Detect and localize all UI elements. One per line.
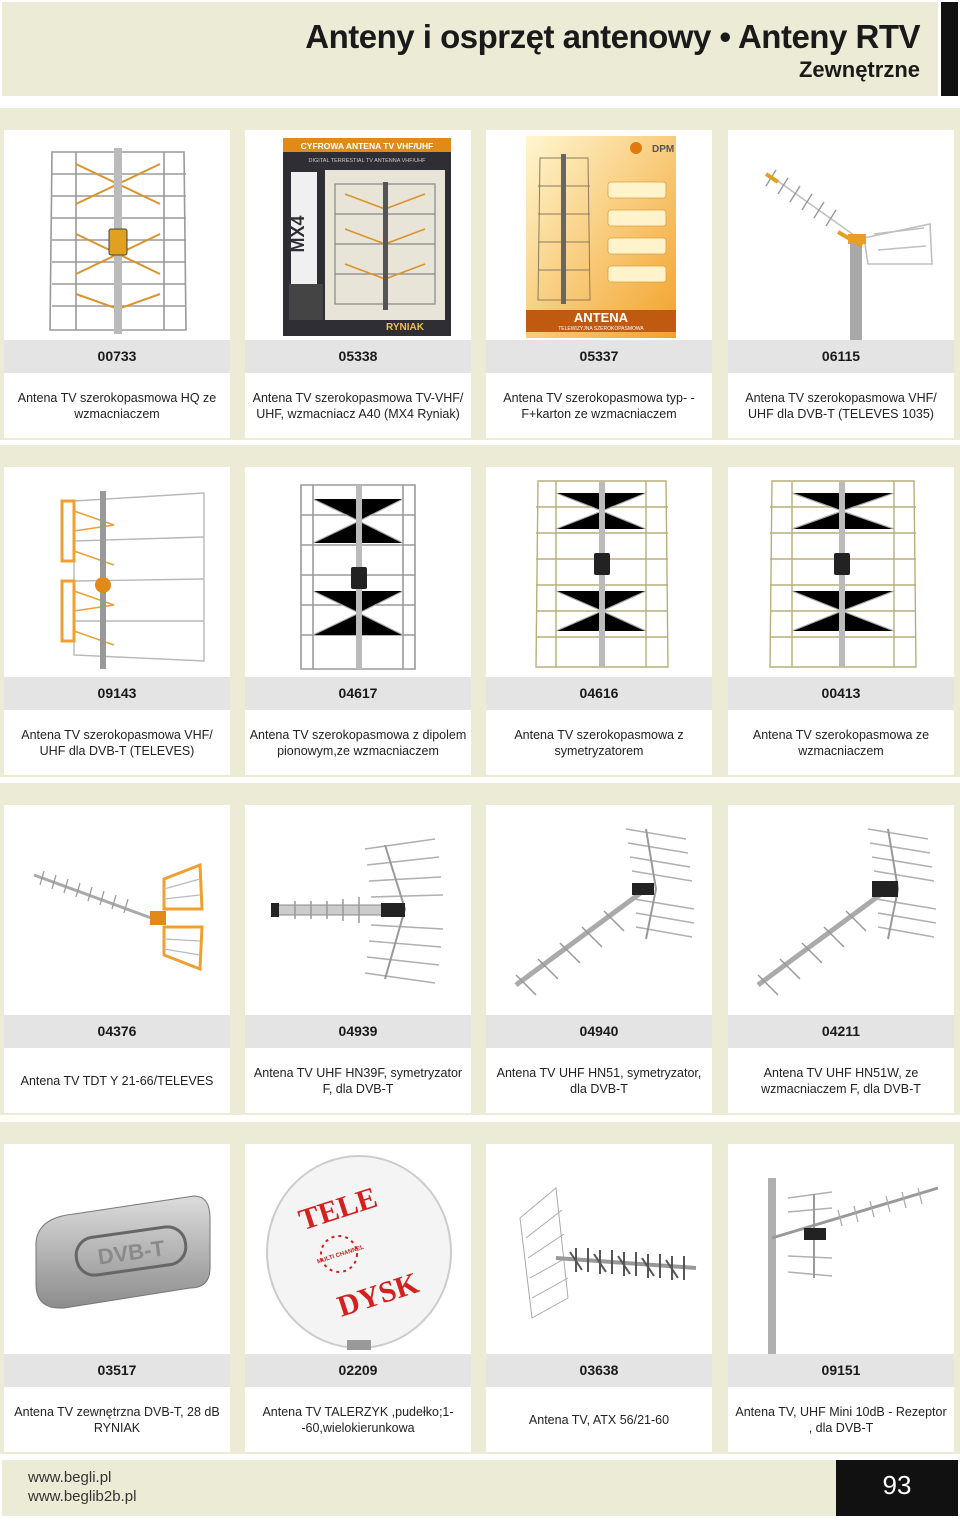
box-model-text: MX4 [288,215,308,253]
product-card[interactable] [2,783,232,1115]
box-title-text: ANTENA [573,310,629,325]
product-card[interactable] [726,445,956,777]
page-subtitle: Zewnętrzne [798,57,920,82]
product-description: Antena TV szerokopasmowa HQ ze wzmacniaczem [17,390,217,421]
yagi-antenna-icon [255,809,461,1015]
product-description: Antena TV szerokopasmowa ze wzmacniaczem [752,727,930,758]
product-description: Antena TV szerokopasmowa VHF/ UHF dla DVB-T (TELEVES) [21,727,213,758]
yagi-mast-antenna-icon [738,134,944,340]
product-card[interactable] [726,1122,956,1454]
product-description: Antena TV szerokopasmowa z symetryzatorem [514,727,684,758]
product-description: Antena TV szerokopasmowa VHF/ UHF dla DVB-T (TELEVES 1035) [745,390,937,421]
b2b-website-link[interactable]: www.beglib2b.pl [28,1488,137,1505]
header-accent-bar [941,2,958,96]
yagi-long-antenna-icon [496,809,702,1015]
product-card[interactable] [243,783,473,1115]
disc-text-top: TELE [294,1180,382,1238]
product-card[interactable] [2,1122,232,1454]
product-description: Antena TV, UHF Mini 10dB - Rezeptor , dla DVB-T [735,1404,947,1435]
orange-grid-antenna-icon [14,471,220,677]
panel-antenna-icon [738,471,944,677]
product-card[interactable] [243,1122,473,1454]
product-code: 00413 [728,677,954,710]
product-row [0,108,960,440]
product-code: 06115 [728,340,954,373]
product-description: Antena TV UHF HN39F, symetryzator F, dla DVB-T [253,1065,463,1096]
product-row [0,445,960,777]
product-card[interactable] [484,445,714,777]
product-card[interactable] [2,445,232,777]
product-card[interactable] [484,1122,714,1454]
product-code: 03517 [4,1354,230,1387]
product-code: 02209 [245,1354,471,1387]
product-card[interactable] [726,783,956,1115]
product-code: 04617 [245,677,471,710]
antenna-box-icon [496,134,702,340]
product-code: 05337 [486,340,712,373]
product-card[interactable] [243,108,473,440]
box-brand-text: RYNIAK [386,322,424,333]
box-title-text: CYFROWA ANTENA TV VHF/UHF [300,141,434,151]
panel-antenna-icon [496,471,702,677]
product-description: Antena TV TALERZYK ,pudełko;1- -60,wielokierunkowa [262,1404,454,1435]
product-code: 04211 [728,1015,954,1048]
product-row [0,783,960,1115]
product-description: Antena TV UHF HN51, symetryzator, dla DVB-T [496,1065,702,1096]
product-code: 00733 [4,340,230,373]
product-card[interactable] [484,108,714,440]
disc-text-bottom: DYSK [333,1266,423,1324]
website-link[interactable]: www.begli.pl [28,1469,112,1486]
box-brand-text: DPM [652,144,675,155]
page-footer [2,1460,836,1516]
product-code: 04940 [486,1015,712,1048]
product-code: 03638 [486,1354,712,1387]
product-card[interactable] [243,445,473,777]
page-number: 93 [882,1470,912,1500]
product-card[interactable] [2,108,232,440]
product-code: 04376 [4,1015,230,1048]
disc-antenna-icon [255,1148,461,1354]
yagi-long-antenna-icon [738,809,944,1015]
panel-antenna-icon [255,471,461,677]
product-description: Antena TV, ATX 56/21-60 [528,1412,670,1427]
product-description: Antena TV TDT Y 21-66/TELEVES [20,1073,214,1088]
product-description: Antena TV szerokopasmowa z dipolem pionowym,ze wzmacniaczem [249,727,467,758]
product-code: 04939 [245,1015,471,1048]
product-row [0,1122,960,1454]
product-description: Antena TV UHF HN51W, ze wzmacniaczem F, dla DVB-T [761,1065,921,1096]
page-title: Anteny i osprzęt antenowy • Anteny RTV [305,18,920,55]
product-card[interactable] [484,783,714,1115]
box-subtitle-text: TELEWIZYJNA SZEROKOPASMOWA [558,326,644,332]
box-logo-text: DVB-T [96,1235,167,1270]
yagi-orange-antenna-icon [14,809,220,1015]
product-description: Antena TV szerokopasmowa TV-VHF/ UHF, wzmacniacz A40 (MX4 Ryniak) [252,390,464,421]
product-code: 04616 [486,677,712,710]
atx-antenna-icon [496,1148,702,1354]
page-number-box [836,1460,958,1516]
box-subtitle-text: DIGITAL TERRESTIAL TV ANTENNA VHF/UHF [308,158,426,164]
page-header [2,2,938,96]
dvbt-box-antenna-icon [14,1148,220,1354]
mini-yagi-mast-icon [738,1148,944,1354]
product-description: Antena TV zewnętrzna DVB-T, 28 dB RYNIAK [14,1404,220,1435]
antenna-box-icon [255,134,461,340]
disc-badge-text: MULTI CHANNEL [316,1244,365,1266]
product-code: 09143 [4,677,230,710]
product-card[interactable] [726,108,956,440]
panel-antenna-amplifier-icon [14,134,220,340]
product-description: Antena TV szerokopasmowa typ- -F+karton ze wzmacniaczem [503,390,695,421]
product-code: 05338 [245,340,471,373]
product-code: 09151 [728,1354,954,1387]
